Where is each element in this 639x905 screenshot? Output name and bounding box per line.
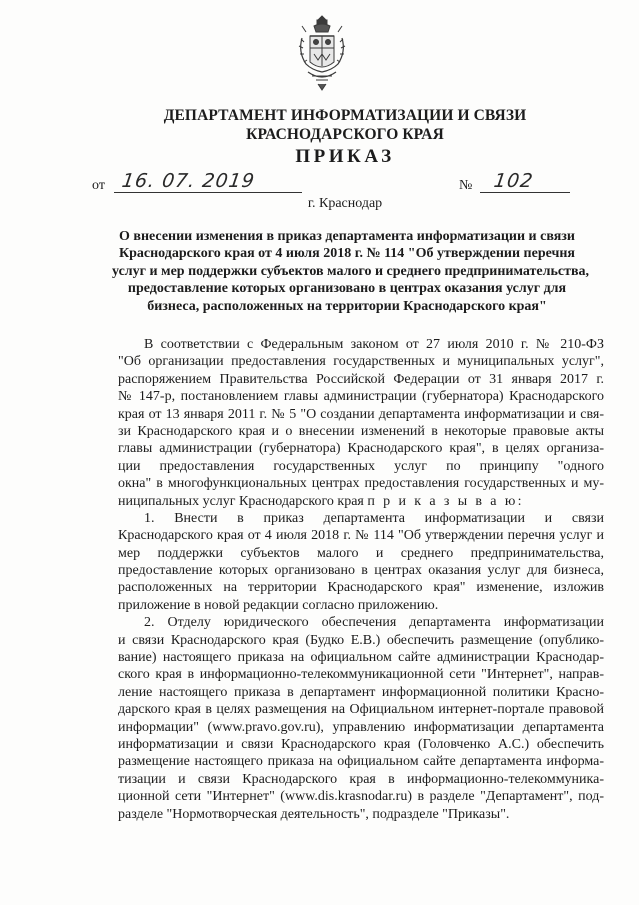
order-body [118, 336, 604, 823]
text-line: вание) настоящего приказа на официальном сайте администрации Краснодар- [118, 650, 604, 666]
text-line: 1. Внести в приказ департамента информатизации и связи [144, 510, 604, 526]
text-line [118, 493, 604, 510]
text-line: 2. Отделу юридического обеспечения департамента информатизации [144, 615, 604, 631]
text-line: главы администрации (губернатора) Краснодарского края", в целях организа- [118, 441, 604, 457]
text-line: мер поддержки субъектов малого и среднего предпринимательства, [118, 545, 604, 561]
number-underline [480, 192, 570, 193]
number-prefix: № [459, 178, 473, 193]
text-line: информатизации и связи Краснодарского края (Головченко А.С.) обеспечить [118, 736, 604, 752]
subject-line: О внесении изменения в приказ департамента информатизации и связи [119, 229, 575, 244]
text-line: размещение настоящего приказа на официальном сайте департамента информа- [118, 754, 604, 770]
number-value: 102 [492, 170, 535, 192]
text-line: № 147-р, постановлением главы администрации (губернатора) Краснодарского [118, 389, 604, 405]
text-line: Краснодарского края от 4 июля 2018 г. № 114 "Об утверждении перечня услуг и [118, 528, 604, 544]
date-value: 16. 07. 2019 [120, 170, 257, 192]
department-line-2: КРАСНОДАРСКОГО КРАЯ [246, 126, 444, 143]
text-line: предоставление которых организовано в центрах оказания услуг для бизнеса, [118, 563, 604, 579]
text-line: ление настоящего приказа в департамент информационной политики Красно- [118, 684, 604, 700]
krasnodar-coat-of-arms-icon [296, 12, 348, 100]
text-line: расположенных на территории Краснодарского края" изменение, изложив [118, 580, 604, 596]
text-line: "Об организации предоставления государственных и муниципальных услуг", [118, 354, 604, 370]
order-subject [112, 228, 590, 315]
subject-line: бизнеса, расположенных на территории Краснодарского края" [147, 298, 547, 314]
text-fragment: ниципальных услуг Краснодарского края [118, 493, 364, 509]
item-2-paragraph [118, 614, 604, 823]
text-line: тизации и связи Краснодарского края в информационно-телекоммуника- [118, 771, 604, 787]
date-underline [114, 192, 302, 193]
subject-line: предоставление которых организовано в центрах оказания услуг для [127, 281, 567, 297]
text-line: информации" (www.pravo.gov.ru), управлению информатизации департамента [118, 719, 604, 735]
order-title: ПРИКАЗ [295, 146, 395, 167]
subject-line: услуг и мер поддержки субъектов малого и среднего предпринимательства, [112, 263, 590, 279]
date-number-row [92, 172, 572, 198]
preamble-paragraph [118, 336, 604, 510]
item-1-paragraph [118, 510, 604, 614]
text-line: ционной сети "Интернет" (www.dis.krasnodar.ru) в разделе "Департамент", под- [118, 789, 604, 805]
text-line: ции предоставления государственных услуг по принципу "одного [118, 458, 604, 474]
text-line: разделе "Нормотворческая деятельность", подразделе "Приказы". [118, 806, 510, 822]
text-line: приложение в новой редакции согласно приложению. [118, 597, 439, 613]
text-line: края от 13 января 2011 г. № 5 "О создании департамента информатизации и свя- [118, 406, 604, 422]
subject-line: Краснодарского края от 4 июля 2018 г. № 114 "Об утверждении перечня [118, 246, 576, 262]
department-line-1: ДЕПАРТАМЕНТ ИНФОРМАТИЗАЦИИ И СВЯЗИ [163, 107, 527, 124]
text-line: В соответствии с Федеральным законом от 27 июля 2010 г. № 210-ФЗ [144, 337, 604, 352]
order-word: п р и к а з ы в а ю: [367, 493, 524, 509]
text-line: окна" в многофункциональных центрах предоставления государственных и му- [118, 476, 604, 492]
text-line: и связи Краснодарского края (Будко Е.В.) обеспечить размещение (опублико- [118, 632, 604, 648]
city: г. Краснодар [307, 196, 383, 211]
date-prefix: от [92, 178, 105, 193]
text-line: распоряжением Правительства Российской Федерации от 31 января 2017 г. [118, 371, 604, 387]
department-name [150, 106, 540, 144]
text-line: ского края в информационно-телекоммуникационной сети "Интернет", направ- [118, 667, 604, 683]
text-line: дарского края в целях размещения на Официальном интернет-портале правовой [118, 702, 604, 718]
text-line: зи Краснодарского края и о внесении изменений в некоторые правовые акты [118, 423, 604, 439]
